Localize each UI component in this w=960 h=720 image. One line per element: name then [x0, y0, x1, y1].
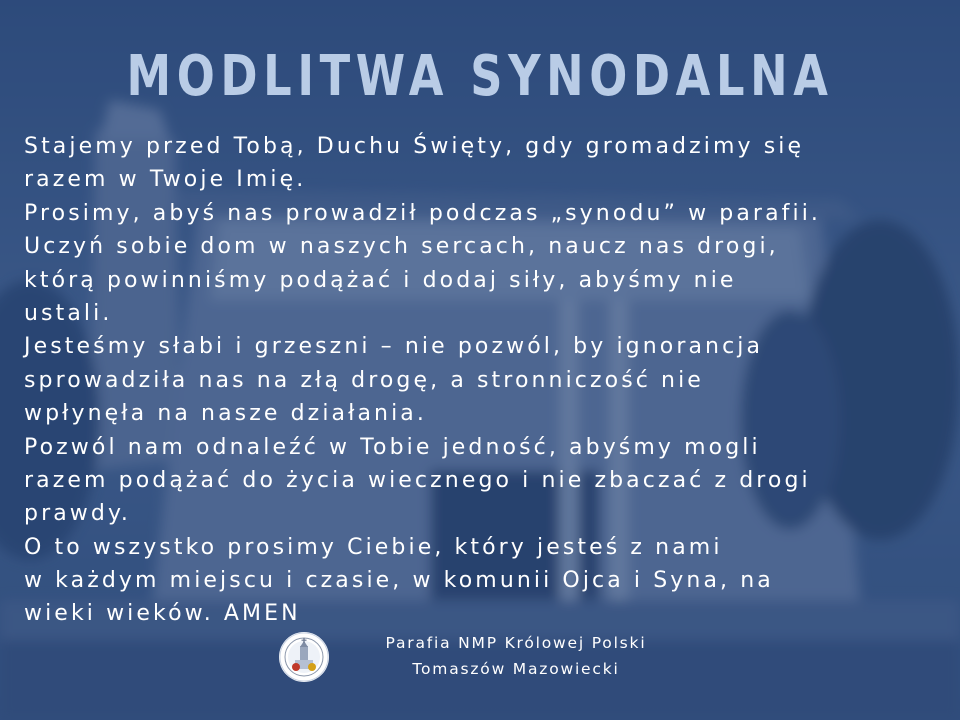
prayer-line: wieki wieków. AMEN: [24, 601, 301, 627]
prayer-line: wpłynęła na nasze działania.: [24, 401, 427, 427]
prayer-line: razem podążać do życia wiecznego i nie zbaczać z drogi: [24, 467, 811, 493]
page-title: MODLITWA SYNODALNA: [126, 44, 834, 109]
prayer-line: którą powinniśmy podążać i dodaj siły, abyśmy nie: [24, 267, 737, 293]
prayer-line: Jesteśmy słabi i grzeszni – nie pozwól, by ignorancja: [24, 334, 764, 360]
prayer-line: Uczyń sobie dom w naszych sercach, naucz nas drogi,: [24, 234, 779, 260]
footer-text: [333, 630, 699, 682]
prayer-line: O to wszystko prosimy Ciebie, który jesteś z nami: [24, 534, 723, 560]
parish-footer: [279, 630, 699, 686]
parish-city: Tomaszów Mazowiecki: [412, 660, 620, 678]
prayer-line: ustali.: [24, 300, 113, 326]
prayer-line: w każdym miejscu i czasie, w komunii Ojca i Syna, na: [24, 568, 774, 594]
prayer-line: sprowadziła nas na złą drogę, a stronniczość nie: [24, 367, 704, 393]
prayer-line: Stajemy przed Tobą, Duchu Święty, gdy gromadzimy się: [24, 134, 805, 159]
prayer-line: Pozwól nam odnaleźć w Tobie jedność, abyśmy mogli: [24, 434, 761, 460]
prayer-line: prawdy.: [24, 501, 132, 527]
parish-name: Parafia NMP Królowej Polski: [385, 634, 647, 652]
prayer-line: razem w Twoje Imię.: [24, 167, 307, 193]
prayer-text: [24, 130, 954, 631]
parish-emblem-icon: [279, 632, 329, 682]
prayer-line: Prosimy, abyś nas prowadził podczas „synodu” w parafii.: [24, 200, 822, 226]
